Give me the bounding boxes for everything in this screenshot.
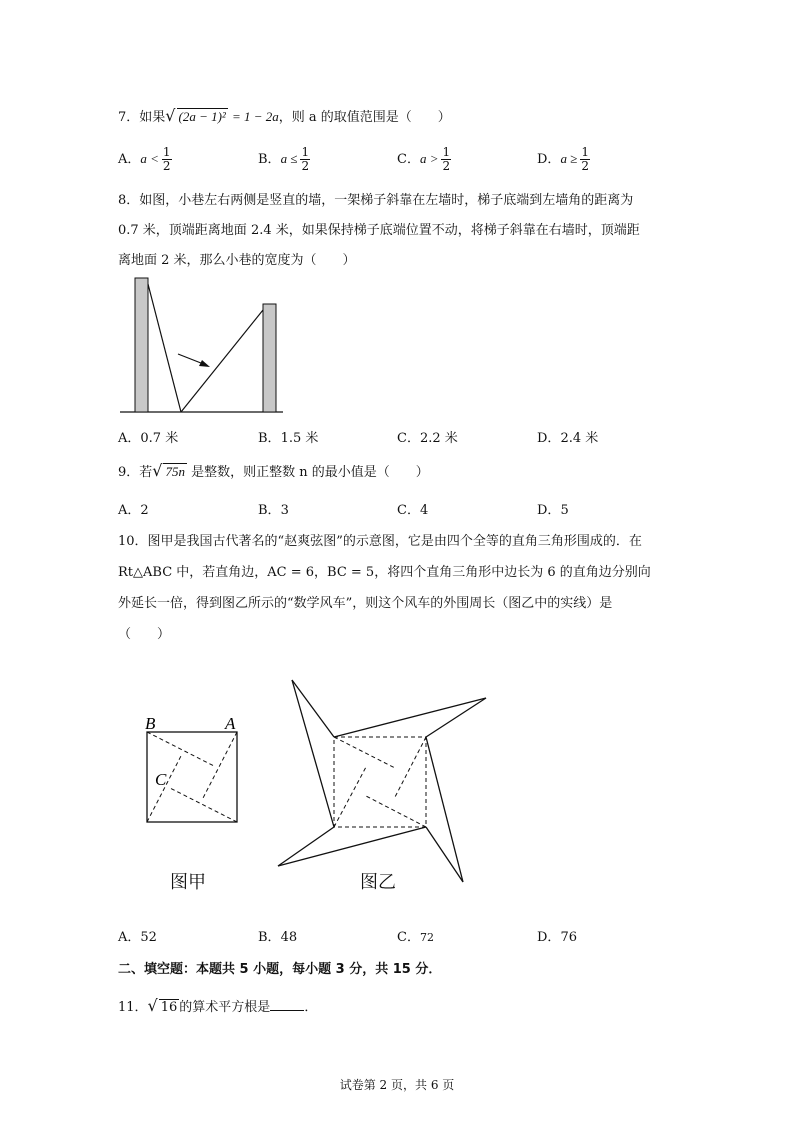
section-2-heading: 二、填空题：本题共 5 小题，每小题 3 分，共 15 分． <box>118 962 442 977</box>
question-9-suffix: 是整数，则正整数 n 的最小值是（ ） <box>186 465 429 480</box>
question-10-line-3: 外延长一倍，得到图乙所示的“数学风车”，则这个风车的外围周长（图乙中的实线）是 <box>118 596 613 611</box>
question-9-option-b[interactable]: B．3 <box>258 503 289 518</box>
question-8-option-b[interactable]: B．1.5 米 <box>258 431 319 446</box>
question-9-option-c[interactable]: C．4 <box>397 503 429 518</box>
question-9-radicand: 75n <box>165 464 185 479</box>
question-10-line-2: Rt△ABC 中，若直角边，AC = 6，BC = 5，将四个直角三角形中边长为 6 的直角边分别向 <box>118 565 651 580</box>
question-7-rhs: = 1 − 2a <box>231 109 279 124</box>
question-10-line-4: （ ） <box>118 627 171 642</box>
question-9-stem: 9．若√ 75n 是整数，则正整数 n 的最小值是（ ） <box>118 461 429 480</box>
answer-blank[interactable] <box>270 998 304 1011</box>
question-9-option-a[interactable]: A．2 <box>118 503 149 518</box>
question-8-option-a[interactable]: A．0.7 米 <box>118 431 179 446</box>
math-windmill-figure <box>270 670 500 890</box>
page-footer: 试卷第 2 页，共 6 页 <box>339 1078 455 1092</box>
question-9-prefix: 9．若 <box>118 465 153 480</box>
question-10-line-1: 10．图甲是我国古代著名的“赵爽弦图”的示意图，它是由四个全等的直角三角形围成的．在 <box>118 534 642 549</box>
question-7-option-c[interactable]: C．a > $\frac{1}{2}$ <box>397 145 451 173</box>
question-11-stem: 11．√ 16 的算术平方根是 ． <box>118 996 318 1015</box>
question-10-option-b[interactable]: B．48 <box>258 930 298 945</box>
question-9-option-d[interactable]: D．5 <box>537 503 569 518</box>
question-8-option-d[interactable]: D．2.4 米 <box>537 431 599 446</box>
question-11-number: 11． <box>118 1000 148 1015</box>
question-11-radicand: 16 <box>160 1000 178 1015</box>
label-a: A <box>225 714 236 733</box>
question-10-option-d[interactable]: D．76 <box>537 930 577 945</box>
question-8-option-c[interactable]: C．2.2 米 <box>397 431 458 446</box>
question-7-option-b[interactable]: B．a ≤ $\frac{1}{2}$ <box>258 145 310 173</box>
question-7-radicand: (2a − 1)² <box>178 109 226 124</box>
question-7-stem: 7．如果√ (2a − 1)² = 1 − 2a，则 a 的取值范围是（ ） <box>118 106 451 125</box>
question-8-line-2: 0.7 米，顶端距离地面 2.4 米，如果保持梯子底端位置不动，将梯子斜靠在右墙时，顶端距 <box>118 223 640 238</box>
zhaoshuang-diagram <box>135 705 250 835</box>
figure-a-caption: 图甲 <box>170 872 206 893</box>
question-7-option-a[interactable]: A．a < $\frac{1}{2}$ <box>118 145 171 173</box>
figure-b-caption: 图乙 <box>360 872 396 893</box>
question-7-option-d[interactable]: D．a ≥ $\frac{1}{2}$ <box>537 145 589 173</box>
question-10-option-c[interactable]: C．72 <box>397 930 434 945</box>
label-c: C <box>155 770 167 789</box>
question-7-suffix: ，则 a 的取值范围是（ ） <box>278 110 451 125</box>
question-11-suffix: 的算术平方根是 <box>179 1000 271 1015</box>
question-8-line-3: 离地面 2 米，那么小巷的宽度为（ ） <box>118 253 356 268</box>
question-10-option-a[interactable]: A．52 <box>118 930 157 945</box>
question-8-line-1: 8．如图，小巷左右两侧是竖直的墙，一架梯子斜靠在左墙时，梯子底端到左墙角的距离为 <box>118 193 634 208</box>
label-b: B <box>145 714 156 733</box>
ladder-alley-figure <box>118 272 288 417</box>
question-7-prefix: 如果 <box>139 110 166 125</box>
question-7-number: 7． <box>118 110 140 125</box>
